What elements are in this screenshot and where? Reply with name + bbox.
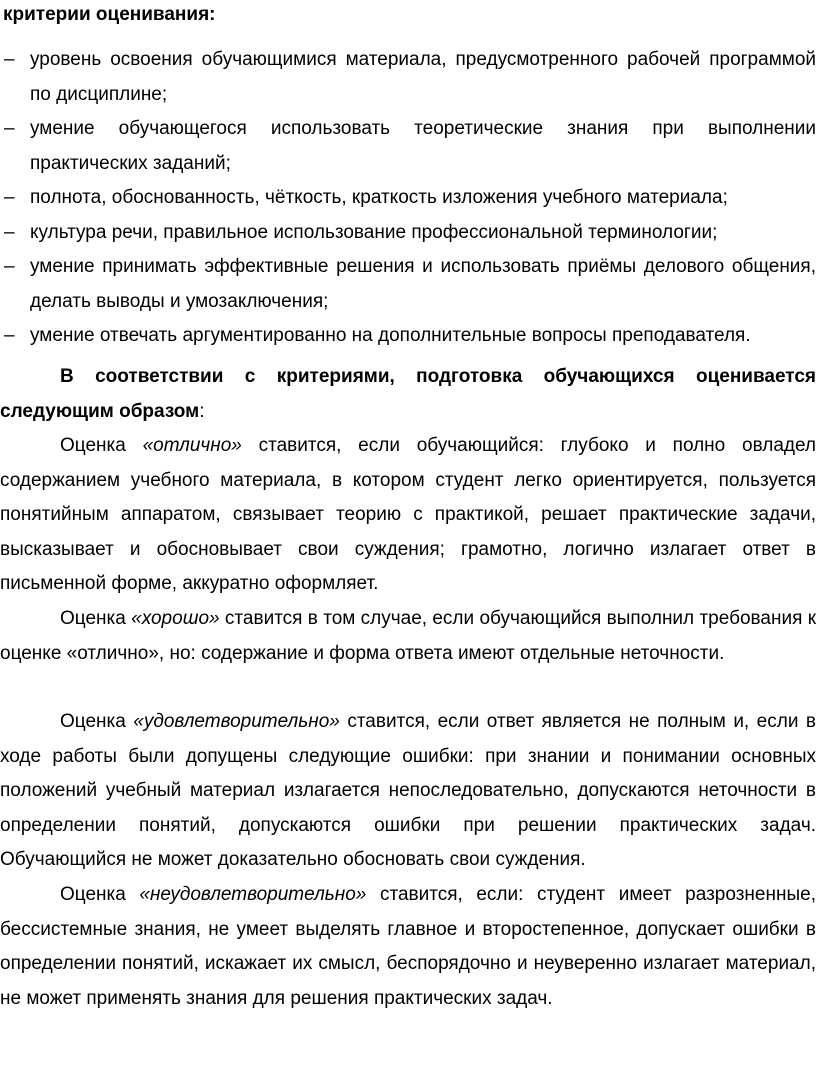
list-marker: – — [4, 118, 15, 139]
grading-lead-text: В соответствии с критериями, подготовка обучающихся оценивается следующим образом — [0, 366, 816, 422]
grade-satisfactory-paragraph — [0, 705, 816, 878]
list-marker: – — [4, 187, 15, 208]
grade-good-text: ставится в том случае, если обучающийся выполнил требования к оценке «отлично», но: содержание и форма ответа имеют отдельные неточности. — [0, 608, 816, 664]
list-item-text: умение обучающегося использовать теоретические знания при выполнении практических заданий; — [30, 118, 816, 174]
grade-good-label: «хорошо» — [131, 608, 220, 629]
grade-excellent-paragraph — [0, 429, 816, 602]
list-marker: – — [4, 49, 15, 70]
grade-satisfactory-text: ставится, если ответ является не полным и, если в ходе работы были допущены следующие ошибки: при знании и понимании основных положений учебный материал излагается непоследовательно, допускаются неточности в определении понятий, допускаются ошибки при решении практических задач. Обучающийся не может доказательно обосновать свои суждения. — [0, 711, 816, 870]
list-item — [0, 181, 816, 216]
grade-unsatisfactory-text: ставится, если: студент имеет разрозненные, бессистемные знания, не умеет выделять главное и второстепенное, допускает ошибки в определении понятий, искажает их смысл, беспорядочно и неуверенно излагает материал, не может применять знания для решения практических задач. — [0, 884, 816, 1009]
grade-excellent-text: ставится, если обучающийся: глубоко и полно овладел содержанием учебного материала, в котором студент легко ориентируется, пользуется понятийным аппаратом, связывает теорию с практикой, решает практические задачи, высказывает и обосновывает свои суждения; грамотно, логично излагает ответ в письменной форме, аккуратно оформляет. — [0, 435, 816, 594]
list-item-text: умение принимать эффективные решения и использовать приёмы делового общения, делать выводы и умозаключения; — [30, 256, 816, 312]
list-item-text: уровень освоения обучающимися материала, предусмотренного рабочей программой по дисциплине; — [30, 49, 816, 105]
grade-prefix: Оценка — [60, 608, 132, 629]
list-marker: – — [4, 256, 15, 277]
list-item-text: умение отвечать аргументированно на дополнительные вопросы преподавателя. — [30, 325, 751, 346]
list-item — [0, 43, 816, 112]
list-item-text: культура речи, правильное использование профессиональной терминологии; — [30, 221, 718, 243]
list-marker: – — [4, 221, 15, 243]
grade-satisfactory-label: «удовлетворительно» — [133, 711, 340, 732]
grade-prefix: Оценка — [60, 711, 134, 732]
grading-lead-paragraph — [0, 360, 816, 429]
list-item — [0, 319, 816, 354]
grade-prefix: Оценка — [60, 884, 140, 905]
grade-excellent-label: «отлично» — [142, 435, 242, 456]
list-item — [0, 250, 816, 319]
grade-prefix: Оценка — [60, 435, 143, 456]
grade-unsatisfactory-paragraph — [0, 878, 816, 1016]
grading-lead-tail: : — [199, 400, 205, 422]
list-item — [0, 216, 816, 251]
grade-unsatisfactory-label: «неудовлетворительно» — [139, 884, 367, 905]
list-item-text: полнота, обоснованность, чёткость, краткость изложения учебного материала; — [30, 187, 728, 208]
criteria-heading: критерии оценивания: — [3, 4, 216, 25]
list-marker: – — [4, 325, 15, 346]
criteria-list — [0, 43, 816, 354]
grade-good-paragraph — [0, 602, 816, 671]
list-item — [0, 112, 816, 181]
